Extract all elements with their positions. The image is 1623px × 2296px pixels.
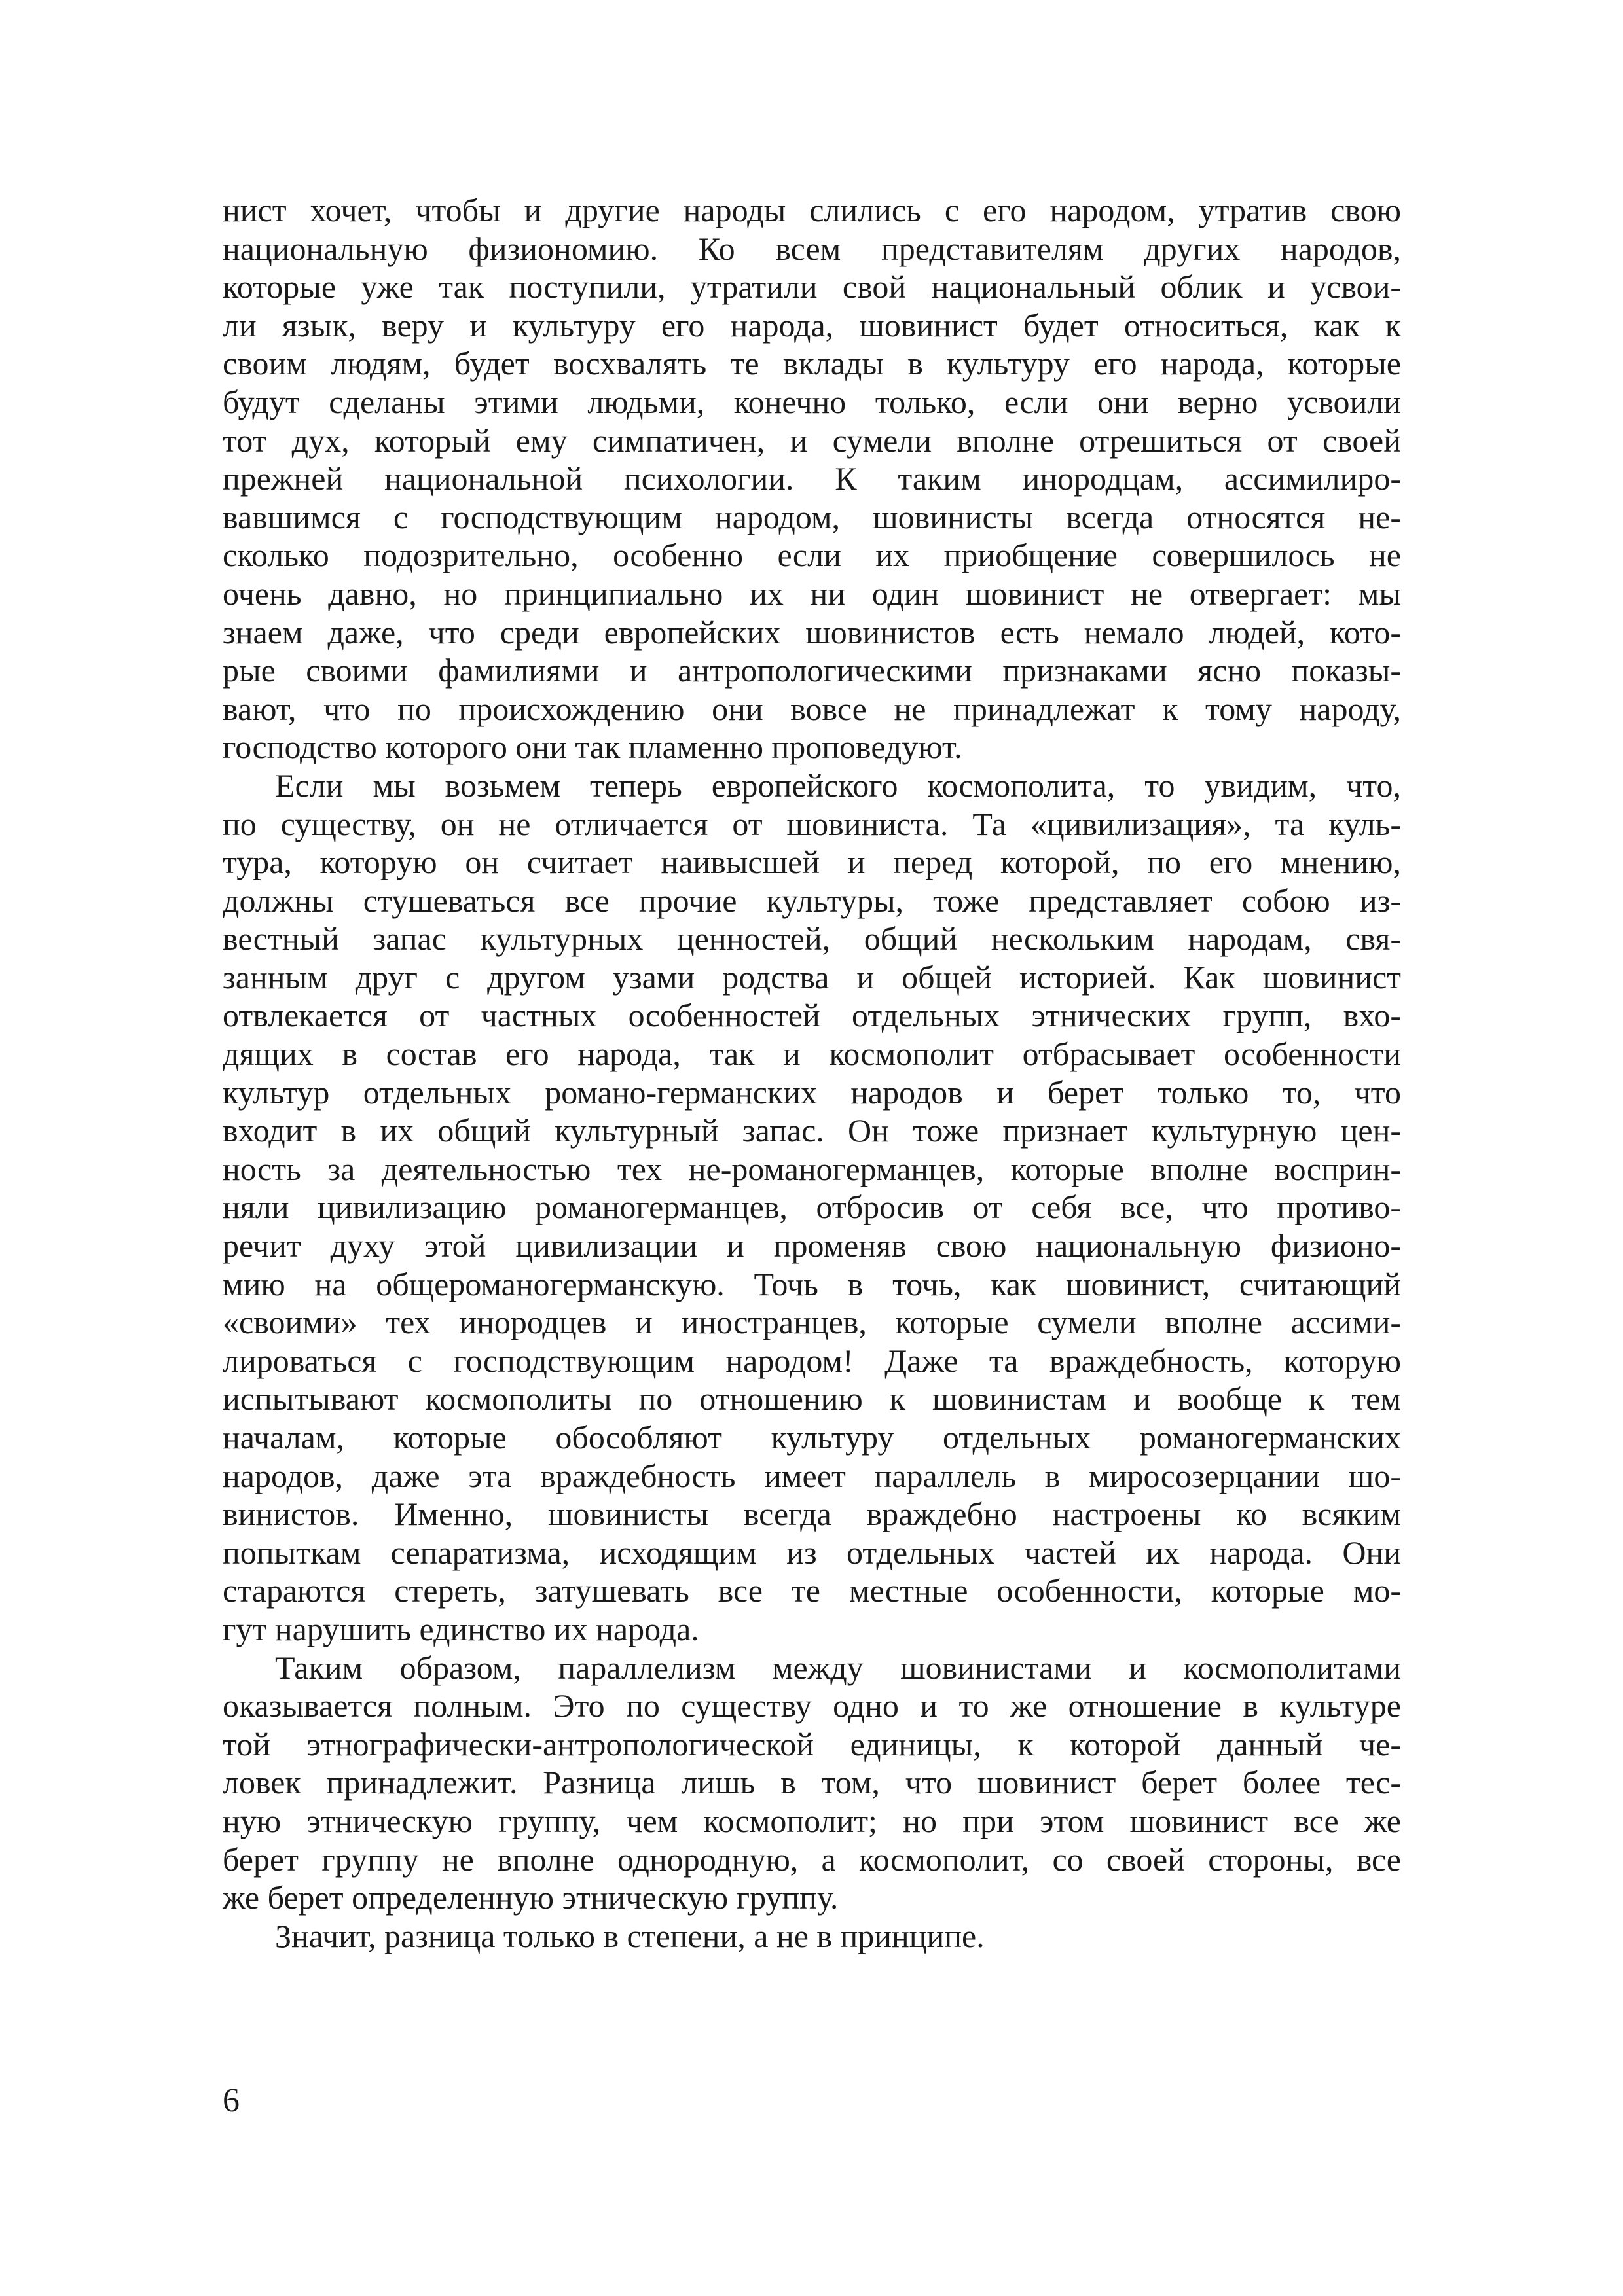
text-line: стараются стереть, затушевать все те местные особенности, которые мо- (223, 1572, 1401, 1609)
text-line: дящих в состав его народа, так и космополит отбрасывает особенности (223, 1035, 1401, 1073)
text-line: входит в их общий культурный запас. Он тоже признает культурную цен- (223, 1112, 1401, 1149)
text-line: господство которого они так пламенно проповедуют. (223, 728, 962, 766)
body-text (223, 191, 1401, 1955)
text-line: рые своими фамилиями и антропологическими признаками ясно показы- (223, 652, 1401, 689)
text-line: вестный запас культурных ценностей, общий нескольким народам, свя- (223, 920, 1401, 958)
paragraph (223, 1649, 1401, 1917)
text-line: отвлекается от частных особенностей отдельных этнических групп, вхо- (223, 997, 1401, 1034)
text-line: тот дух, который ему симпатичен, и сумели вполне отрешиться от своей (223, 422, 1401, 459)
text-line: народов, даже эта враждебность имеет параллель в миросозерцании шо- (223, 1457, 1401, 1494)
paragraph (223, 766, 1401, 1649)
text-line: национальную физиономию. Ко всем представителям других народов, (223, 230, 1401, 267)
text-line: винистов. Именно, шовинисты всегда враждебно настроены ко всяким (223, 1496, 1401, 1533)
text-line: которые уже так поступили, утратили свой национальный облик и усвои- (223, 268, 1401, 306)
text-line: Таким образом, параллелизм между шовинистами и космополитами (275, 1649, 1401, 1686)
text-line: началам, которые обособляют культуру отдельных романогерманских (223, 1419, 1401, 1456)
text-line: своим людям, будет восхвалять те вклады в культуру его народа, которые (223, 345, 1401, 382)
text-line: знаем даже, что среди европейских шовинистов есть немало людей, кото- (223, 613, 1401, 651)
text-line: Значит, разница только в степени, а не в принципе. (275, 1917, 985, 1954)
text-line: няли цивилизацию романогерманцев, отбросив от себя все, что противо- (223, 1189, 1401, 1226)
text-line: речит духу этой цивилизации и променяв свою национальную физионо- (223, 1227, 1401, 1265)
text-line: будут сделаны этими людьми, конечно только, если они верно усвоили (223, 383, 1401, 420)
text-line: Если мы возьмем теперь европейского космополита, то увидим, что, (275, 766, 1401, 804)
text-line: сколько подозрительно, особенно если их приобщение совершилось не (223, 537, 1401, 574)
text-line: ловек принадлежит. Разница лишь в том, что шовинист берет более тес- (223, 1764, 1401, 1801)
text-line: занным друг с другом узами родства и общей историей. Как шовинист (223, 958, 1401, 996)
text-line: же берет определенную этническую группу. (223, 1879, 839, 1916)
text-line: мию на общероманогерманскую. Точь в точь, как шовинист, считающий (223, 1265, 1401, 1302)
text-line: по существу, он не отличается от шовиниста. Та «цивилизация», та куль- (223, 805, 1401, 842)
text-line: оказывается полным. Это по существу одно и то же отношение в культуре (223, 1687, 1401, 1725)
text-line: вают, что по происхождению они вовсе не принадлежат к тому народу, (223, 690, 1401, 727)
text-line: берет группу не вполне однородную, а космополит, со своей стороны, все (223, 1840, 1401, 1878)
text-line: нист хочет, чтобы и другие народы слились с его народом, утратив свою (223, 192, 1401, 228)
text-line: тура, которую он считает наивысшей и перед которой, по его мнению, (223, 844, 1401, 881)
text-line: очень давно, но принципиально их ни один шовинист не отвергает: мы (223, 575, 1401, 612)
text-line: ность за деятельностью тех не-романогерманцев, которые вполне восприн- (223, 1150, 1401, 1187)
text-line: должны стушеваться все прочие культуры, тоже представляет собою из- (223, 882, 1401, 919)
text-line: гут нарушить единство их народа. (223, 1610, 699, 1647)
text-line: лироваться с господствующим народом! Даже та враждебность, которую (223, 1342, 1401, 1379)
paragraph (223, 191, 1401, 766)
text-line: культур отдельных романо-германских народов и берет только то, что (223, 1073, 1401, 1111)
text-line: ли язык, веру и культуру его народа, шовинист будет относиться, как к (223, 306, 1401, 344)
text-line: ную этническую группу, чем космополит; но при этом шовинист все же (223, 1802, 1401, 1839)
paragraph (223, 1917, 1401, 1956)
text-line: той этнографически-антропологической единицы, к которой данный че- (223, 1725, 1401, 1763)
text-line: испытывают космополиты по отношению к шовинистам и вообще к тем (223, 1380, 1401, 1418)
text-line: «своими» тех инородцев и иностранцев, которые сумели вполне ассими- (223, 1304, 1401, 1341)
text-line: прежней национальной психологии. К таким инородцам, ассимилиро- (223, 460, 1401, 497)
page-number: 6 (223, 2082, 240, 2119)
text-line: попыткам сепаратизма, исходящим из отдельных частей их народа. Они (223, 1534, 1401, 1571)
text-line: вавшимся с господствующим народом, шовинисты всегда относятся не- (223, 498, 1401, 535)
